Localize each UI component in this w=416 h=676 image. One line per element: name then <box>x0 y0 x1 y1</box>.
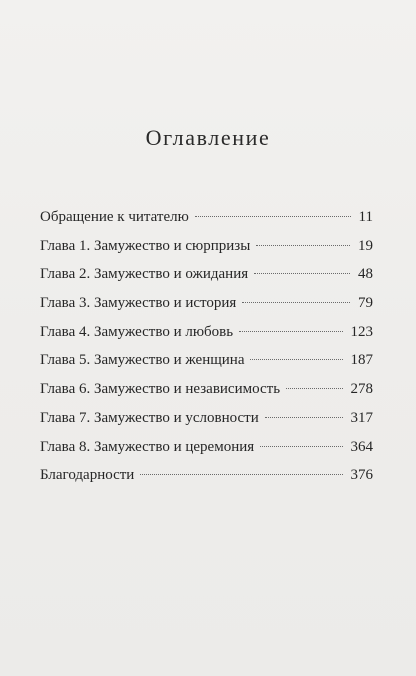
toc-entry-page: 79 <box>358 295 373 312</box>
toc-entry-page: 48 <box>358 266 373 283</box>
toc-entry-title: Глава 2. Замужество и ожидания <box>40 266 249 283</box>
dot-leader <box>239 331 342 332</box>
toc-entry-page: 123 <box>350 323 373 340</box>
dot-leader <box>260 446 342 447</box>
toc-entry <box>40 289 373 318</box>
dot-leader <box>250 359 342 360</box>
toc-entry <box>40 461 373 490</box>
toc-entry <box>40 203 373 232</box>
toc-entry <box>40 375 373 404</box>
toc-entry <box>40 232 373 261</box>
toc-entry-page: 11 <box>358 209 373 225</box>
toc-entry-page: 317 <box>350 409 373 426</box>
toc-entry <box>40 318 373 347</box>
toc-entry <box>40 404 373 433</box>
dot-leader <box>195 216 351 217</box>
dot-leader <box>242 302 350 303</box>
toc-entry-title: Глава 5. Замужество и женщина <box>40 352 245 369</box>
toc-entry <box>40 346 373 375</box>
toc-entry-page: 364 <box>350 438 373 455</box>
toc-entry-title: Обращение к читателю <box>40 209 189 225</box>
toc-entry-title: Глава 3. Замужество и история <box>40 295 237 312</box>
dot-leader <box>256 245 350 246</box>
dot-leader <box>254 273 350 274</box>
dot-leader <box>286 388 342 389</box>
toc-entry-page: 278 <box>350 381 373 398</box>
toc-entry <box>40 433 373 462</box>
toc-entry-title: Глава 4. Замужество и любовь <box>40 323 234 340</box>
toc-entry-title: Глава 1. Замужество и сюрпризы <box>40 237 251 254</box>
toc-entry-page: 376 <box>350 467 373 484</box>
toc-entry-title: Глава 6. Замужество и независимость <box>40 381 281 398</box>
toc-entry-title: Благодарности <box>40 467 135 484</box>
dot-leader <box>140 474 342 475</box>
toc-entry-page: 187 <box>350 352 373 369</box>
toc-entry <box>40 260 373 289</box>
toc-entry-title: Глава 7. Замужество и условности <box>40 409 259 426</box>
toc-entry-page: 19 <box>358 237 373 254</box>
table-of-contents <box>40 203 373 490</box>
toc-entry-title: Глава 8. Замужество и церемония <box>40 438 255 455</box>
dot-leader <box>265 417 343 418</box>
page-title: Оглавление <box>145 125 271 150</box>
